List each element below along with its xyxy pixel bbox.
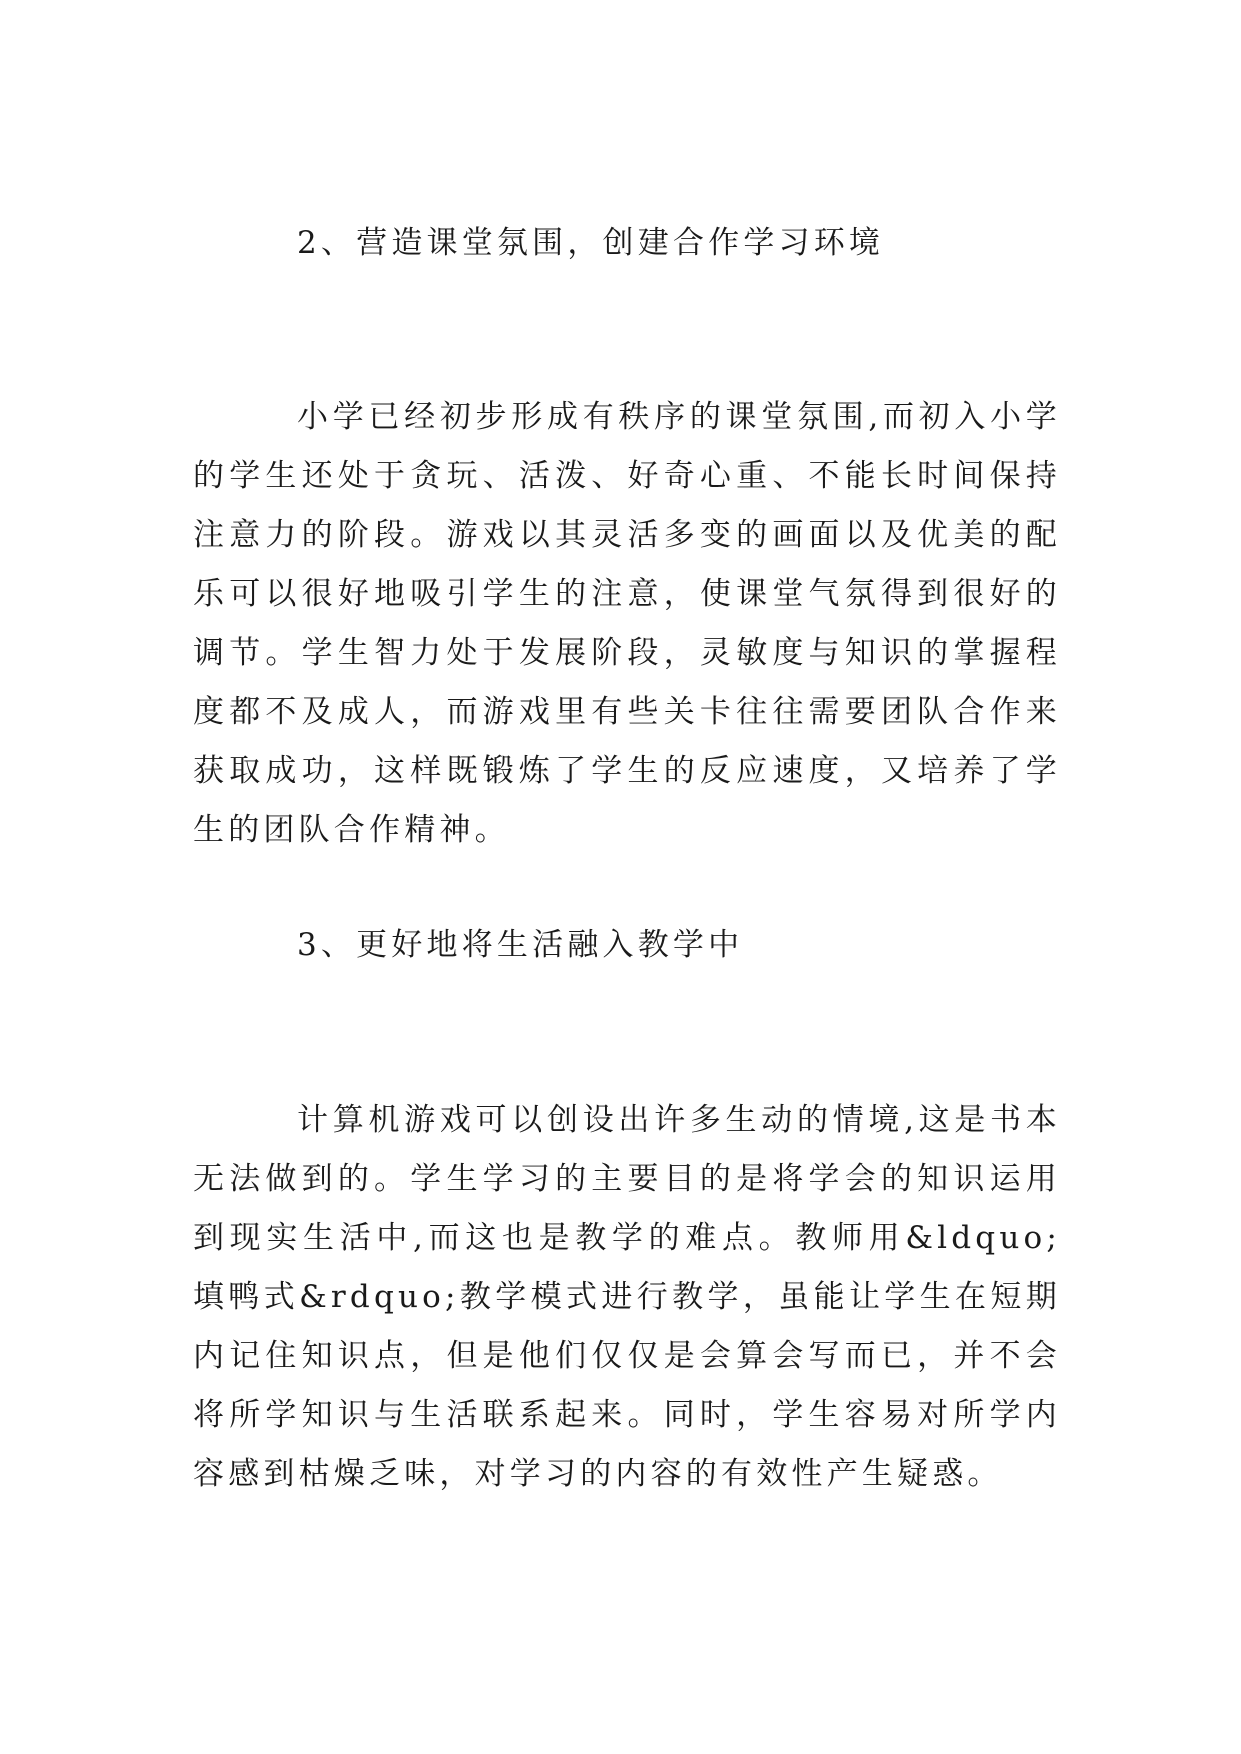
section-heading: 3、更好地将生活融入教学中 (297, 927, 744, 963)
section-paragraph: 小学已经初步形成有秩序的课堂氛围,而初入小学的学生还处于贪玩、活泼、好奇心重、不能长时间保持注意力的阶段。游戏以其灵活多变的画面以及优美的配乐可以很好地吸引学生的注意，使课堂气氛得到很好的调节。学生智力处于发展阶段，灵敏度与知识的掌握程度都不及成人，而游戏里有些关卡往往需要团队合作来获取成功，这样既锻炼了学生的反应速度，又培养了学生的团队合作精神。 (193, 399, 1061, 848)
section-heading: 2、营造课堂氛围，创建合作学习环境 (297, 225, 885, 261)
section-paragraph: 计算机游戏可以创设出许多生动的情境,这是书本无法做到的。学生学习的主要目的是将学会的知识运用到现实生活中,而这也是教学的难点。教师用&ldquo;填鸭式&rdquo;教学模式进行教学，虽能让学生在短期内记住知识点，但是他们仅仅是会算会写而已，并不会将所学知识与生活联系起来。同时，学生容易对所学内容感到枯燥乏味，对学习的内容的有效性产生疑惑。 (193, 1102, 1061, 1492)
